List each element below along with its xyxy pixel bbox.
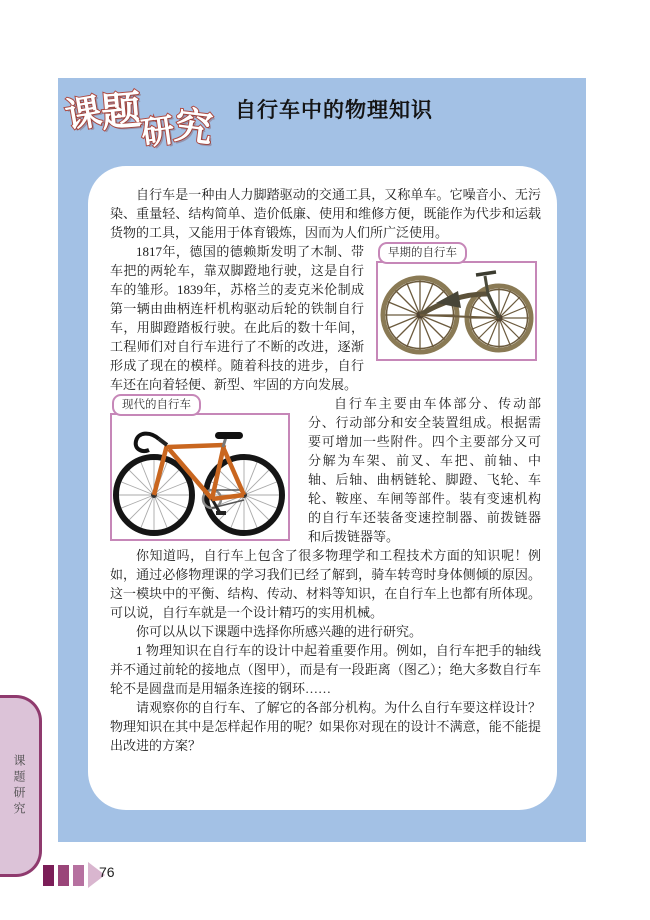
sidebar-tab-label: 课题研究 bbox=[12, 754, 26, 818]
arrow-segment bbox=[43, 865, 54, 886]
paragraph: 请观察你的自行车、了解它的各部分机构。为什么自行车要这样设计？物理知识在其中是怎样起作用的呢？如果你对现在的设计不满意，能不能提出改进的方案？ bbox=[110, 700, 541, 753]
sidebar-tab bbox=[0, 695, 42, 877]
figure-modern-bicycle bbox=[110, 394, 294, 541]
topic-panel bbox=[58, 78, 586, 842]
section-logo bbox=[63, 82, 223, 156]
logo-char: 题 bbox=[99, 87, 144, 137]
page-title: 自行车中的物理知识 bbox=[235, 99, 433, 122]
content-card bbox=[88, 166, 557, 810]
body-text bbox=[110, 185, 541, 755]
arrow-segment bbox=[58, 865, 69, 886]
figure-frame bbox=[376, 261, 537, 361]
logo-char: 研 bbox=[138, 109, 177, 154]
paragraph: 1 物理知识在自行车的设计中起着重要作用。例如，自行车把手的轴线并不通过前轮的接地点（图甲），而是有一段距离（图乙）；绝大多数自行车轮不是圆盘而是用辐条连接的钢环…… bbox=[110, 643, 541, 696]
logo-char: 课 bbox=[62, 91, 105, 138]
paragraph: 自行车主要由车体部分、传动部分、行动部分和安全装置组成。根据需要可增加一些附件。四个主要部分又可分解为车架、前叉、车把、前轴、中轴、后轴、曲柄链轮、脚蹬、飞轮、车轮、鞍座、车闸等部件。装有变速机构的自行车还装备变速控制器、前拨链器和后拨链器等。 bbox=[308, 396, 541, 544]
paragraph: 你知道吗，自行车上包含了很多物理学和工程技术方面的知识呢！例如，通过必修物理课的学习我们已经了解到，骑车转弯时身体侧倾的原因。这一模块中的平衡、结构、传动、材料等知识，在自行车上也都有所体现。可以说，自行车就是一个设计精巧的实用机械。 bbox=[110, 548, 541, 620]
logo-char: 究 bbox=[172, 102, 216, 152]
figure-frame bbox=[110, 413, 290, 541]
figure-label: 现代的自行车 bbox=[112, 394, 201, 416]
figure-early-bicycle bbox=[376, 242, 541, 361]
modern-bicycle-image bbox=[112, 415, 288, 539]
paragraph: 1817年，德国的德赖斯发明了木制、带车把的两轮车，靠双脚蹬地行驶，这是自行车的雏形。1839年，苏格兰的麦克米伦制成第一辆由曲柄连杆机构驱动后轮的铁制自行车，用脚蹬踏板行驶。在此后的数十年间，工程师们对自行车进行了不断的改进，逐渐形成了现在的模样。随着科技的进步，自行车还在向着轻便、新型、牢固的方向发展。 bbox=[110, 244, 364, 392]
arrow-segment bbox=[73, 865, 84, 886]
page-arrow-icon bbox=[43, 862, 105, 888]
page-number: 76 bbox=[99, 864, 115, 880]
paragraph: 自行车是一种由人力脚踏驱动的交通工具，又称单车。它噪音小、无污染、重量轻、结构简单、造价低廉、使用和维修方便，既能作为代步和运载货物的工具，又能用于体育锻炼，因而为人们所广泛使用。 bbox=[110, 187, 541, 240]
paragraph: 你可以从以下课题中选择你所感兴趣的进行研究。 bbox=[136, 624, 423, 639]
early-bicycle-image bbox=[378, 263, 535, 359]
figure-label: 早期的自行车 bbox=[378, 242, 467, 264]
